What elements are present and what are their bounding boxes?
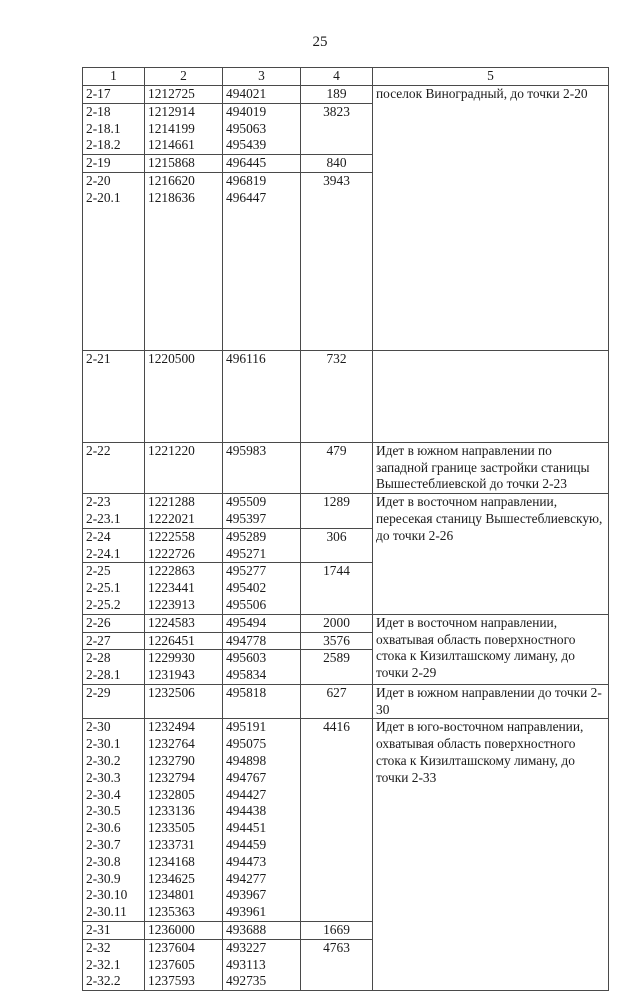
point-id-cell-line: 2-30.5: [86, 803, 121, 819]
page-number: 25: [312, 34, 328, 50]
y-coordinate-cell-line: 495397: [226, 510, 267, 526]
table-row: [83, 614, 609, 632]
point-id-cell-line: 2-19: [86, 155, 111, 171]
table-row: [83, 442, 609, 493]
y-coordinate-cell-line: 495983: [226, 442, 267, 458]
point-id-cell-line: 2-31: [86, 922, 111, 938]
point-id-cell: [83, 632, 145, 650]
point-id-cell-line: 2-30.2: [86, 753, 121, 769]
x-coordinate-cell: [145, 86, 223, 104]
table-row: [83, 351, 609, 443]
coordinates-table: [82, 67, 609, 991]
x-coordinate-cell-line: 1222021: [148, 510, 195, 526]
description-cell: Идет в восточном направлении, охватывая область поверхностного стока к Кизилташскому лиману, до точки 2-29: [373, 614, 609, 684]
point-id-cell: [83, 563, 145, 614]
point-id-cell-line: 2-24: [86, 528, 111, 544]
point-id-cell-line: 2-30.3: [86, 769, 121, 785]
point-id-cell-line: 2-30.10: [86, 887, 128, 903]
point-id-cell: [83, 351, 145, 443]
point-id-cell-line: 2-23.1: [86, 510, 121, 526]
table-header-row: [83, 68, 609, 86]
point-id-cell-line: 2-25: [86, 563, 111, 579]
y-coordinate-cell-line: 494451: [226, 820, 267, 836]
x-coordinate-cell-line: 1218636: [148, 189, 195, 205]
point-id-cell-line: 2-23: [86, 494, 111, 510]
x-coordinate-cell-line: 1214661: [148, 137, 195, 153]
point-id-cell: [83, 86, 145, 104]
distance-cell: 4416: [301, 719, 373, 922]
y-coordinate-cell-line: 493113: [226, 956, 266, 972]
point-id-cell-line: 2-30.7: [86, 837, 121, 853]
distance-cell: 2000: [301, 614, 373, 632]
table-body: [83, 86, 609, 991]
x-coordinate-cell-line: 1233731: [148, 837, 195, 853]
point-id-cell-line: 2-24.1: [86, 545, 121, 561]
y-coordinate-cell-line: 494898: [226, 753, 267, 769]
distance-cell: 732: [301, 351, 373, 443]
y-coordinate-cell: [223, 442, 301, 493]
x-coordinate-cell-line: 1212914: [148, 103, 195, 119]
point-id-cell-line: 2-17: [86, 86, 111, 101]
y-coordinate-cell-line: 495818: [226, 684, 267, 700]
x-coordinate-cell: [145, 103, 223, 154]
point-id-cell: [83, 922, 145, 940]
x-coordinate-cell-line: 1229930: [148, 650, 195, 666]
point-id-cell: [83, 719, 145, 922]
x-coordinate-cell: [145, 172, 223, 350]
x-coordinate-cell: [145, 650, 223, 685]
point-id-cell-line: 2-32: [86, 939, 111, 955]
description-cell: Идет в южном направлении до точки 2-30: [373, 684, 609, 719]
description-cell: поселок Виноградный, до точки 2-20: [373, 86, 609, 351]
y-coordinate-cell-line: 493961: [226, 904, 267, 920]
point-id-cell-line: 2-20.1: [86, 189, 121, 205]
x-coordinate-cell-line: 1214199: [148, 120, 195, 136]
y-coordinate-cell-line: 494277: [226, 870, 267, 886]
point-id-cell-line: 2-32.1: [86, 956, 121, 972]
y-coordinate-cell: [223, 103, 301, 154]
header-col-4: 4: [301, 68, 373, 86]
x-coordinate-cell-line: 1234801: [148, 887, 195, 903]
distance-cell: 2589: [301, 650, 373, 685]
point-id-cell: [83, 103, 145, 154]
x-coordinate-cell: [145, 939, 223, 990]
x-coordinate-cell-line: 1232494: [148, 719, 195, 735]
x-coordinate-cell-line: 1212725: [148, 86, 195, 101]
y-coordinate-cell-line: 492735: [226, 973, 267, 989]
point-id-cell-line: 2-32.2: [86, 973, 121, 989]
x-coordinate-cell-line: 1223441: [148, 580, 195, 596]
x-coordinate-cell-line: 1232790: [148, 753, 195, 769]
y-coordinate-cell-line: 495494: [226, 614, 267, 630]
distance-cell: 189: [301, 86, 373, 104]
x-coordinate-cell-line: 1221220: [148, 442, 195, 458]
y-coordinate-cell-line: 493688: [226, 922, 267, 938]
x-coordinate-cell: [145, 351, 223, 443]
y-coordinate-cell: [223, 939, 301, 990]
y-coordinate-cell: [223, 563, 301, 614]
x-coordinate-cell: [145, 442, 223, 493]
x-coordinate-cell-line: 1234625: [148, 870, 195, 886]
point-id-cell-line: 2-18: [86, 103, 111, 119]
x-coordinate-cell-line: 1236000: [148, 922, 195, 938]
distance-cell: 306: [301, 528, 373, 563]
point-id-cell-line: 2-22: [86, 442, 111, 458]
y-coordinate-cell-line: 495439: [226, 137, 267, 153]
x-coordinate-cell: [145, 563, 223, 614]
distance-cell: 1289: [301, 494, 373, 529]
x-coordinate-cell-line: 1232506: [148, 684, 195, 700]
x-coordinate-cell-line: 1232764: [148, 736, 195, 752]
distance-cell: 3823: [301, 103, 373, 154]
y-coordinate-cell-line: 494778: [226, 632, 267, 648]
x-coordinate-cell: [145, 155, 223, 173]
x-coordinate-cell-line: 1233505: [148, 820, 195, 836]
y-coordinate-cell: [223, 632, 301, 650]
y-coordinate-cell: [223, 922, 301, 940]
y-coordinate-cell-line: 493227: [226, 939, 267, 955]
header-col-2: 2: [145, 68, 223, 86]
distance-cell: 479: [301, 442, 373, 493]
y-coordinate-cell-line: 495402: [226, 580, 267, 596]
x-coordinate-cell: [145, 922, 223, 940]
distance-cell: 627: [301, 684, 373, 719]
x-coordinate-cell-line: 1235363: [148, 904, 195, 920]
point-id-cell: [83, 684, 145, 719]
distance-cell: 1669: [301, 922, 373, 940]
y-coordinate-cell-line: 496447: [226, 189, 267, 205]
x-coordinate-cell-line: 1232794: [148, 769, 195, 785]
header-col-3: 3: [223, 68, 301, 86]
x-coordinate-cell: [145, 632, 223, 650]
point-id-cell: [83, 650, 145, 685]
distance-cell: 3576: [301, 632, 373, 650]
point-id-cell-line: 2-18.2: [86, 137, 121, 153]
header-col-1: 1: [83, 68, 145, 86]
x-coordinate-cell: [145, 528, 223, 563]
y-coordinate-cell-line: 495834: [226, 667, 267, 683]
x-coordinate-cell: [145, 494, 223, 529]
x-coordinate-cell: [145, 684, 223, 719]
point-id-cell: [83, 528, 145, 563]
point-id-cell-line: 2-25.2: [86, 596, 121, 612]
table-row: [83, 684, 609, 719]
point-id-cell-line: 2-28: [86, 650, 111, 666]
x-coordinate-cell-line: 1224583: [148, 614, 195, 630]
y-coordinate-cell-line: 493967: [226, 887, 267, 903]
x-coordinate-cell-line: 1237604: [148, 939, 195, 955]
y-coordinate-cell: [223, 172, 301, 350]
y-coordinate-cell-line: 495277: [226, 563, 267, 579]
y-coordinate-cell: [223, 86, 301, 104]
distance-cell: 4763: [301, 939, 373, 990]
header-col-5: 5: [373, 68, 609, 86]
x-coordinate-cell: [145, 614, 223, 632]
x-coordinate-cell-line: 1222558: [148, 528, 195, 544]
y-coordinate-cell-line: 495271: [226, 545, 267, 561]
point-id-cell-line: 2-30: [86, 719, 111, 735]
y-coordinate-cell-line: 494438: [226, 803, 267, 819]
y-coordinate-cell-line: 495289: [226, 528, 267, 544]
y-coordinate-cell-line: 496445: [226, 155, 267, 171]
y-coordinate-cell-line: 494459: [226, 837, 267, 853]
distance-cell: 1744: [301, 563, 373, 614]
point-id-cell-line: 2-28.1: [86, 667, 121, 683]
x-coordinate-cell: [145, 719, 223, 922]
point-id-cell: [83, 939, 145, 990]
point-id-cell-line: 2-30.1: [86, 736, 121, 752]
y-coordinate-cell: [223, 650, 301, 685]
x-coordinate-cell-line: 1237605: [148, 956, 195, 972]
x-coordinate-cell-line: 1222863: [148, 563, 195, 579]
x-coordinate-cell-line: 1237593: [148, 973, 195, 989]
distance-cell: 3943: [301, 172, 373, 350]
y-coordinate-cell: [223, 155, 301, 173]
x-coordinate-cell-line: 1223913: [148, 596, 195, 612]
table-row: [83, 494, 609, 529]
point-id-cell: [83, 614, 145, 632]
point-id-cell-line: 2-25.1: [86, 580, 121, 596]
point-id-cell-line: 2-30.4: [86, 786, 121, 802]
y-coordinate-cell-line: 495506: [226, 596, 267, 612]
point-id-cell-line: 2-30.8: [86, 853, 121, 869]
point-id-cell-line: 2-21: [86, 351, 111, 367]
point-id-cell-line: 2-18.1: [86, 120, 121, 136]
y-coordinate-cell-line: 495603: [226, 650, 267, 666]
y-coordinate-cell-line: 496116: [226, 351, 266, 367]
description-cell: Идет в восточном направлении, пересекая станицу Вышестеблиевскую, до точки 2-26: [373, 494, 609, 615]
point-id-cell: [83, 172, 145, 350]
y-coordinate-cell: [223, 684, 301, 719]
x-coordinate-cell-line: 1216620: [148, 172, 195, 188]
point-id-cell-line: 2-29: [86, 684, 111, 700]
table-row: [83, 86, 609, 104]
y-coordinate-cell-line: 494473: [226, 853, 267, 869]
x-coordinate-cell-line: 1220500: [148, 351, 195, 367]
y-coordinate-cell: [223, 494, 301, 529]
y-coordinate-cell-line: 495063: [226, 120, 267, 136]
y-coordinate-cell: [223, 528, 301, 563]
point-id-cell: [83, 442, 145, 493]
y-coordinate-cell-line: 496819: [226, 172, 267, 188]
y-coordinate-cell: [223, 719, 301, 922]
point-id-cell: [83, 494, 145, 529]
x-coordinate-cell-line: 1234168: [148, 853, 195, 869]
x-coordinate-cell-line: 1226451: [148, 632, 195, 648]
point-id-cell-line: 2-30.11: [86, 904, 127, 920]
y-coordinate-cell-line: 494021: [226, 86, 267, 101]
point-id-cell-line: 2-30.6: [86, 820, 121, 836]
y-coordinate-cell-line: 494427: [226, 786, 267, 802]
y-coordinate-cell-line: 494767: [226, 769, 267, 785]
x-coordinate-cell-line: 1215868: [148, 155, 195, 171]
point-id-cell: [83, 155, 145, 173]
description-cell: Идет в южном направлении по западной границе застройки станицы Вышестеблиевской до точки 2-23: [373, 442, 609, 493]
point-id-cell-line: 2-26: [86, 614, 111, 630]
x-coordinate-cell-line: 1233136: [148, 803, 195, 819]
x-coordinate-cell-line: 1231943: [148, 667, 195, 683]
description-cell: Идет в юго-восточном направлении, охватывая область поверхностного стока к Кизилташскому лиману, до точки 2-33: [373, 719, 609, 991]
y-coordinate-cell-line: 495509: [226, 494, 267, 510]
y-coordinate-cell-line: 495191: [226, 719, 267, 735]
y-coordinate-cell-line: 495075: [226, 736, 267, 752]
y-coordinate-cell-line: 494019: [226, 103, 267, 119]
table-row: [83, 719, 609, 922]
x-coordinate-cell-line: 1222726: [148, 545, 195, 561]
y-coordinate-cell: [223, 351, 301, 443]
distance-cell: 840: [301, 155, 373, 173]
point-id-cell-line: 2-27: [86, 632, 111, 648]
x-coordinate-cell-line: 1232805: [148, 786, 195, 802]
point-id-cell-line: 2-30.9: [86, 870, 121, 886]
y-coordinate-cell: [223, 614, 301, 632]
point-id-cell-line: 2-20: [86, 172, 111, 188]
x-coordinate-cell-line: 1221288: [148, 494, 195, 510]
